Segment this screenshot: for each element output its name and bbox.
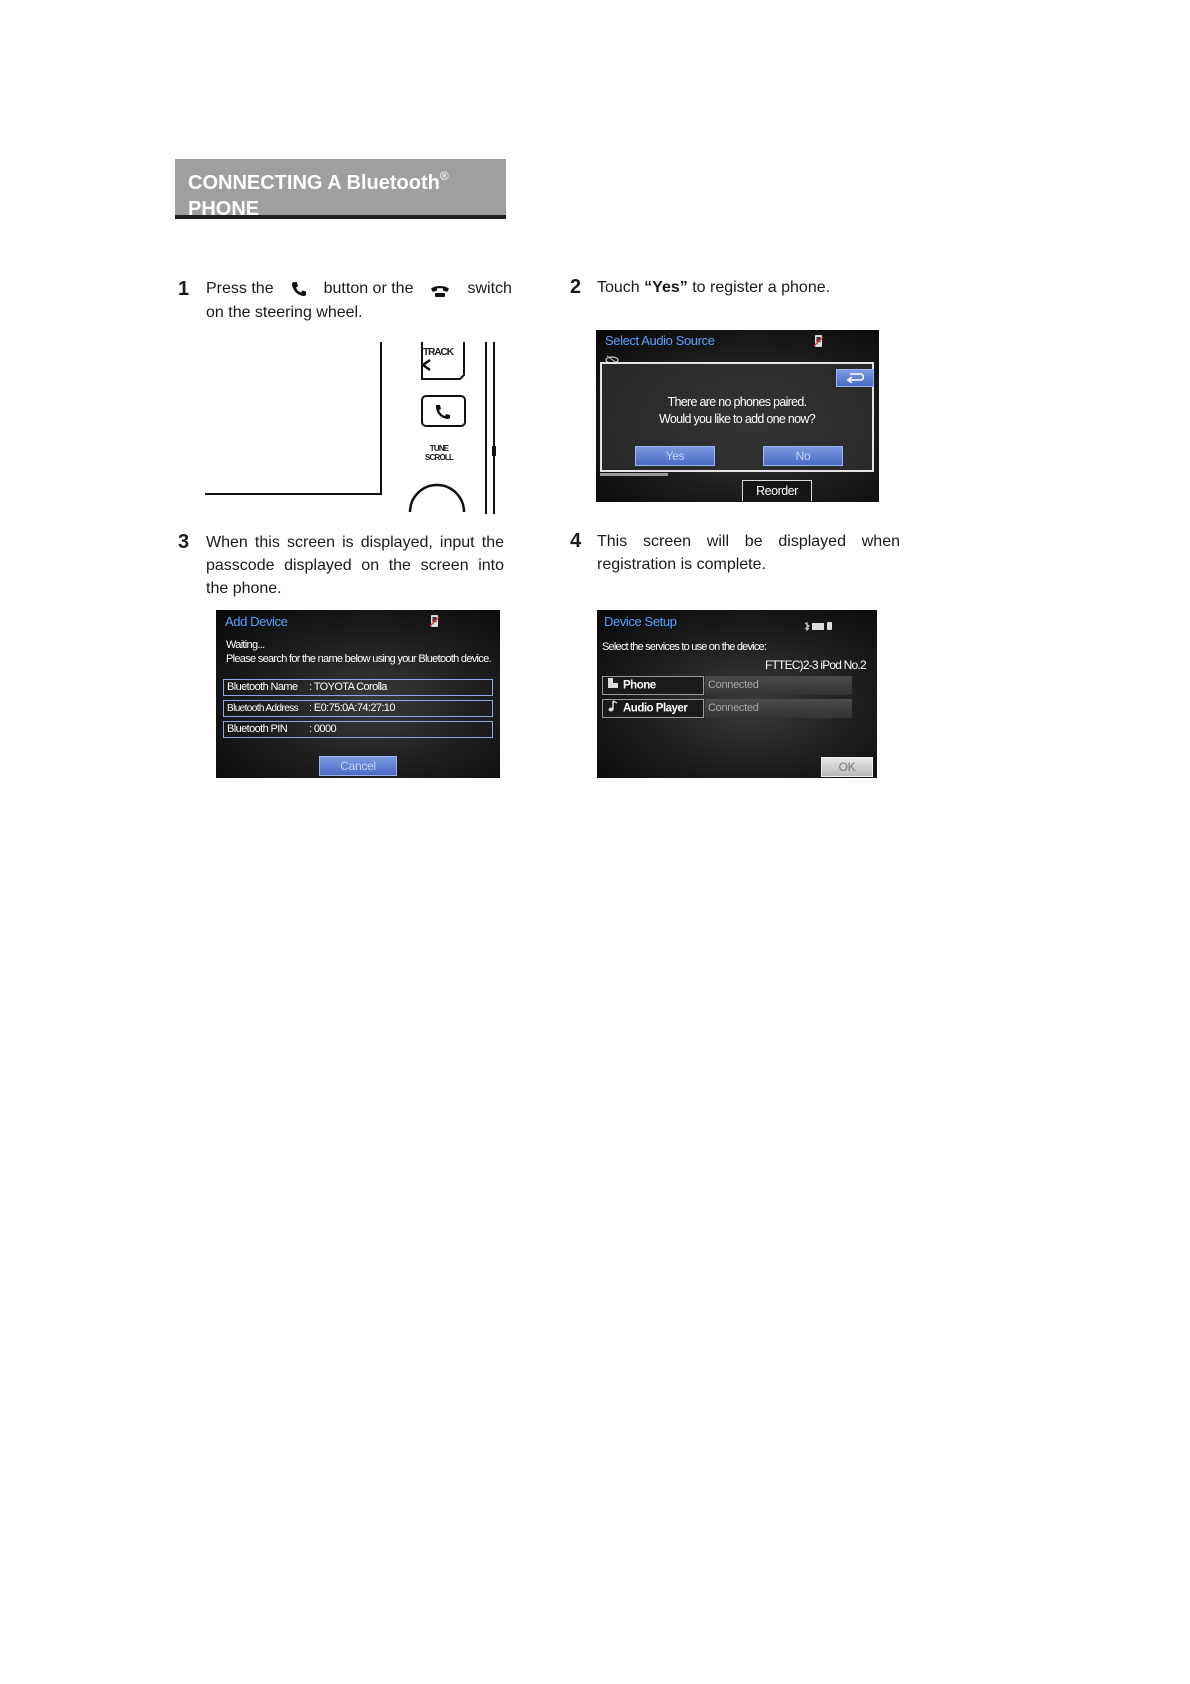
step-2-text-b: to register a phone. bbox=[692, 279, 831, 296]
services-instruction: Select the services to use on the device: bbox=[602, 641, 767, 653]
phone-status-icon bbox=[814, 334, 823, 346]
service-status: Connected bbox=[705, 676, 852, 695]
reorder-button[interactable]: Reorder bbox=[742, 480, 812, 501]
step-1-text-d: on the steering wheel. bbox=[206, 304, 363, 321]
step-1-text-b: button or the bbox=[323, 280, 414, 297]
service-label bbox=[602, 676, 704, 695]
bluetooth-pin-row bbox=[223, 721, 493, 738]
bluetooth-name-row bbox=[223, 679, 493, 696]
status-icons bbox=[803, 618, 833, 628]
track-label: TRACK bbox=[423, 347, 453, 358]
steering-wheel-illustration bbox=[205, 342, 505, 514]
tune-label: TUNE bbox=[429, 444, 449, 453]
screen-title: Device Setup bbox=[604, 614, 677, 629]
step-3-number: 3 bbox=[178, 531, 190, 553]
row-value: : TOYOTA Corolla bbox=[309, 681, 387, 693]
step-4-text: This screen will be displayed when registration is complete. bbox=[597, 533, 900, 573]
music-note-icon bbox=[607, 700, 623, 717]
screen-title: Select Audio Source bbox=[605, 333, 715, 348]
step-2-text-a: Touch bbox=[597, 279, 640, 296]
service-label-text: Phone bbox=[623, 679, 656, 692]
off-hook-switch-icon bbox=[430, 282, 450, 296]
step-1-number: 1 bbox=[178, 278, 190, 300]
row-label: Bluetooth Address bbox=[227, 703, 298, 714]
screen-device-setup bbox=[597, 610, 877, 778]
bluetooth-status-icon bbox=[605, 350, 619, 358]
registered-mark: ® bbox=[439, 169, 449, 183]
tune-scroll-label bbox=[425, 444, 453, 462]
service-row-audio-player[interactable] bbox=[602, 699, 856, 718]
row-value: : E0:75:0A:74:27:10 bbox=[309, 702, 395, 714]
step-3-text: When this screen is displayed, input the passcode displayed on the screen into the phone. bbox=[206, 534, 504, 597]
scroll-label: SCROLL bbox=[425, 453, 454, 462]
step-2-text bbox=[597, 276, 830, 300]
service-status: Connected bbox=[705, 699, 852, 718]
screen-select-audio-source bbox=[596, 330, 879, 502]
yes-button[interactable]: Yes bbox=[635, 446, 715, 466]
screen-add-device bbox=[216, 610, 500, 778]
step-4-number: 4 bbox=[570, 530, 582, 552]
service-row-phone[interactable] bbox=[602, 676, 856, 695]
scroll-indicator bbox=[600, 473, 668, 476]
bluetooth-address-row bbox=[223, 700, 493, 717]
section-header bbox=[175, 159, 506, 219]
search-instruction: Please search for the name below using your Bluetooth device. bbox=[226, 653, 491, 665]
service-label bbox=[602, 699, 704, 718]
pairing-dialog bbox=[600, 362, 874, 472]
no-phones-message bbox=[602, 394, 872, 428]
row-label: Bluetooth Name bbox=[227, 681, 298, 693]
device-name: FTTEC)2-3 iPod No.2 bbox=[765, 658, 866, 672]
screen-title: Add Device bbox=[225, 614, 288, 629]
phone-status-icon bbox=[430, 614, 439, 626]
row-value: : 0000 bbox=[309, 723, 336, 735]
row-label: Bluetooth PIN bbox=[227, 723, 288, 735]
service-label-text: Audio Player bbox=[623, 702, 688, 715]
step-1-text-c: switch bbox=[467, 280, 512, 297]
step-2-yes-emphasis: “Yes” bbox=[644, 279, 688, 296]
phone-icon bbox=[607, 677, 623, 694]
message-line1: There are no phones paired. bbox=[667, 395, 807, 409]
waiting-status: Waiting... bbox=[226, 639, 265, 651]
ok-button[interactable]: OK bbox=[821, 757, 873, 777]
phone-handset-icon bbox=[291, 281, 307, 297]
message-line2: Would you like to add one now? bbox=[659, 412, 815, 426]
step-1-text-a: Press the bbox=[206, 280, 274, 297]
step-1-text bbox=[206, 277, 512, 325]
section-title-line2: PHONE bbox=[188, 198, 260, 220]
no-button[interactable]: No bbox=[763, 446, 843, 466]
back-button[interactable] bbox=[836, 369, 874, 387]
back-arrow-icon bbox=[844, 370, 866, 386]
step-2-number: 2 bbox=[570, 276, 582, 298]
cancel-button[interactable]: Cancel bbox=[319, 756, 397, 776]
section-title-line1: CONNECTING A Bluetooth bbox=[188, 172, 440, 194]
